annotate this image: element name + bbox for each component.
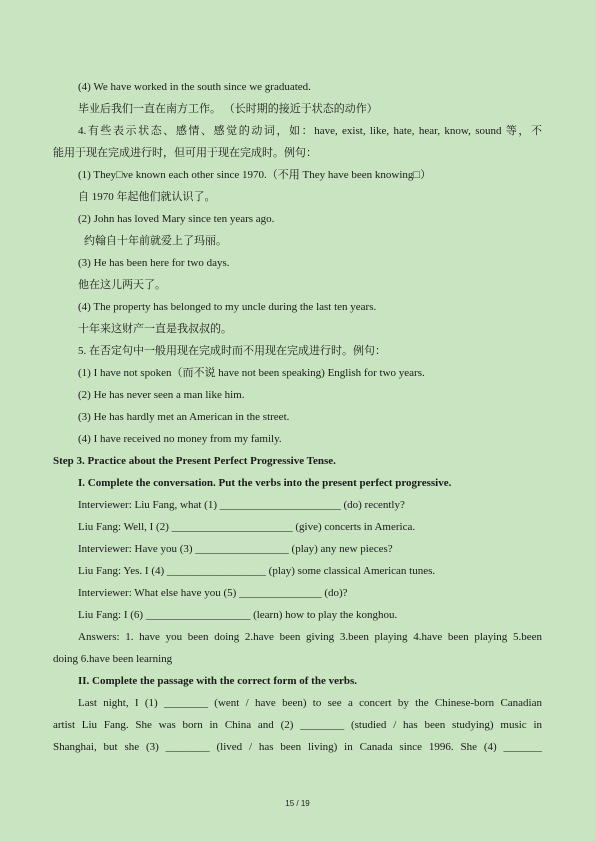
dialogue-line: Interviewer: What else have you (5) _______________ (do)? — [78, 587, 348, 599]
exercise-heading: II. Complete the passage with the correct form of the verbs. — [78, 675, 358, 687]
dialogue-line: Interviewer: Liu Fang, what (1) ______________________ (do) recently? — [78, 499, 405, 511]
passage-line: artist Liu Fang. She was born in China and (2) ________ (studied / has been studying) music in — [53, 719, 542, 731]
answers-line-cont: doing 6.have been learning — [53, 653, 173, 665]
exercise-heading: I. Complete the conversation. Put the verbs into the present perfect progressive. — [78, 477, 452, 489]
dialogue-line: Liu Fang: Well, I (2) ______________________ (give) concerts in America. — [78, 521, 416, 533]
translation-line: 自 1970 年起他们就认识了。 — [78, 191, 216, 203]
rule-line-cont: 能用于现在完成进行时，但可用于现在完成时。例句： — [53, 147, 317, 159]
translation-line: 约翰自十年前就爱上了玛丽。 — [84, 235, 227, 247]
example-line: (1) I have not spoken（而不说 have not been speaking) English for two years. — [78, 367, 425, 379]
example-line: (1) They□ve known each other since 1970.（不用 They have been knowing□） — [78, 169, 432, 181]
example-line: (3) He has been here for two days. — [78, 257, 230, 269]
example-line: (2) John has loved Mary since ten years ago. — [78, 213, 275, 225]
step-heading: Step 3. Practice about the Present Perfect Progressive Tense. — [53, 455, 336, 467]
example-line: (3) He has hardly met an American in the street. — [78, 411, 290, 423]
dialogue-line: Liu Fang: Yes. I (4) __________________ (play) some classical American tunes. — [78, 565, 436, 577]
translation-line: 毕业后我们一直在南方工作。 （长时期的接近于状态的动作） — [78, 103, 378, 115]
dialogue-line: Interviewer: Have you (3) _________________ (play) any new pieces? — [78, 543, 393, 555]
example-line: (4) We have worked in the south since we graduated. — [78, 81, 311, 93]
rule-line: 5. 在否定句中一般用现在完成时而不用现在完成进行时。例句： — [78, 345, 386, 357]
rule-line: 4.有些表示状态、感情、感觉的动词，如：have, exist, like, hate, hear, know, sound 等，不 — [78, 125, 542, 137]
passage-line: Last night, I (1) ________ (went / have been) to see a concert by the Chinese-born Canadian — [78, 697, 542, 709]
example-line: (4) I have received no money from my family. — [78, 433, 282, 445]
page-number: 15 / 19 — [285, 799, 310, 808]
example-line: (2) He has never seen a man like him. — [78, 389, 245, 401]
translation-line: 十年来这财产一直是我叔叔的。 — [78, 323, 232, 335]
answers-line: Answers: 1. have you been doing 2.have been giving 3.been playing 4.have been playing 5.been — [78, 631, 542, 643]
example-line: (4) The property has belonged to my uncle during the last ten years. — [78, 301, 377, 313]
passage-line: Shanghai, but she (3) ________ (lived / has been living) in Canada since 1996. She (4) _______ — [53, 741, 542, 753]
translation-line: 他在这儿两天了。 — [78, 279, 166, 291]
dialogue-line: Liu Fang: I (6) ___________________ (learn) how to play the konghou. — [78, 609, 398, 621]
